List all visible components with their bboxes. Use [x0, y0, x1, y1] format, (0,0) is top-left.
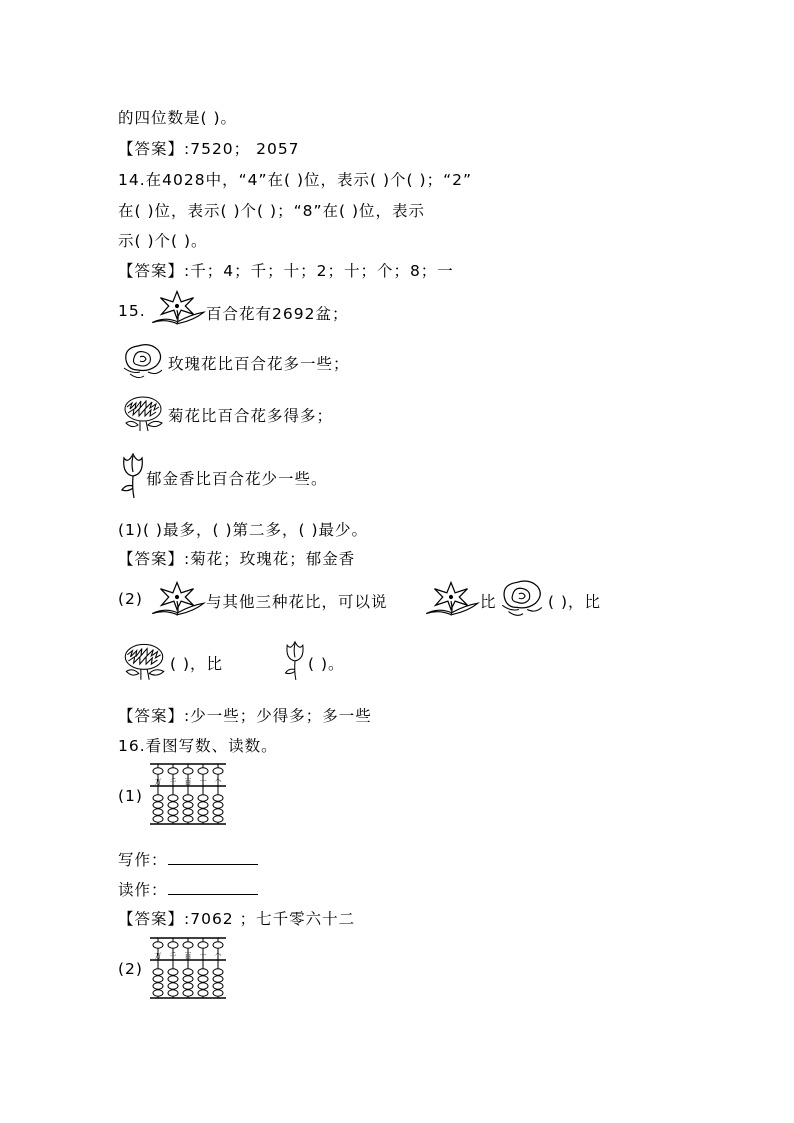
abacus-lower-bead	[183, 809, 193, 815]
abacus-lower-bead	[198, 816, 208, 822]
question-14-line-1: 14.在4028中，“4”在( )位，表示( )个( )；“2”	[118, 171, 473, 189]
abacus-lower-bead	[198, 969, 208, 975]
abacus-place-label: 十	[199, 778, 207, 786]
abacus-place-label: 十	[199, 952, 207, 960]
abacus-upper-bead	[183, 768, 193, 774]
abacus-lower-bead	[198, 795, 208, 801]
abacus-lower-bead	[183, 983, 193, 989]
question-15-2-label: (2)	[118, 590, 143, 608]
rose-icon	[118, 340, 168, 380]
abacus-place-label: 万	[154, 778, 162, 786]
abacus-lower-bead	[198, 809, 208, 815]
write-label	[118, 848, 258, 870]
abacus-upper-bead	[168, 768, 178, 774]
abacus-upper-bead	[213, 768, 223, 774]
read-label-text: 读作：	[118, 881, 168, 899]
abacus-lower-bead	[213, 969, 223, 975]
abacus-lower-bead	[168, 969, 178, 975]
abacus-lower-bead	[153, 809, 163, 815]
abacus-upper-bead	[153, 942, 163, 948]
abacus-lower-bead	[213, 976, 223, 982]
abacus-lower-bead	[183, 990, 193, 996]
abacus-lower-bead	[198, 802, 208, 808]
abacus-lower-bead	[213, 983, 223, 989]
abacus-lower-bead	[168, 816, 178, 822]
abacus-upper-bead	[153, 768, 163, 774]
question-15-2-text: 与其他三种花比，可以说	[206, 593, 388, 611]
lily-icon	[420, 575, 482, 619]
abacus-lower-bead	[183, 816, 193, 822]
compare-word: 比	[480, 593, 497, 611]
abacus-lower-bead	[213, 816, 223, 822]
abacus-lower-bead	[153, 969, 163, 975]
abacus-lower-bead	[153, 990, 163, 996]
abacus-upper-bead	[213, 942, 223, 948]
abacus-1	[148, 760, 228, 826]
abacus-2-label: (2)	[118, 960, 143, 978]
lily-icon	[146, 286, 208, 326]
abacus-lower-bead	[168, 976, 178, 982]
blank-text: ( )，比	[170, 655, 224, 673]
abacus-place-label: 百	[184, 778, 192, 786]
read-label	[118, 878, 258, 900]
lily-text: 百合花有2692盆；	[206, 305, 349, 323]
abacus-lower-bead	[213, 809, 223, 815]
abacus-2	[148, 934, 228, 1000]
answer-line: 【答案】:菊花；玫瑰花；郁金香	[118, 550, 356, 568]
tulip-icon	[282, 636, 308, 684]
abacus-lower-bead	[183, 795, 193, 801]
answer-line: 【答案】:千；4；千；十；2；十；个；8；一	[118, 262, 454, 280]
abacus-lower-bead	[168, 983, 178, 989]
blank-text: ( )，比	[548, 593, 602, 611]
write-label-text: 写作：	[118, 851, 168, 869]
rose-icon	[496, 576, 548, 618]
question-14-line-2: 在( )位，表示( )个( )；“8”在( )位，表示	[118, 202, 426, 220]
abacus-lower-bead	[168, 802, 178, 808]
abacus-lower-bead	[198, 983, 208, 989]
abacus-lower-bead	[213, 990, 223, 996]
abacus-1-label: (1)	[118, 787, 143, 805]
abacus-lower-bead	[213, 802, 223, 808]
tulip-icon	[118, 450, 148, 500]
question-15-number: 15.	[118, 302, 146, 320]
abacus-upper-bead	[198, 942, 208, 948]
question-16-title: 16.看图写数、读数。	[118, 737, 278, 755]
abacus-upper-bead	[198, 768, 208, 774]
abacus-lower-bead	[168, 809, 178, 815]
abacus-place-label: 万	[154, 952, 162, 960]
rose-text: 玫瑰花比百合花多一些；	[168, 355, 350, 373]
abacus-upper-bead	[183, 942, 193, 948]
chrysanthemum-icon	[118, 392, 168, 434]
abacus-lower-bead	[168, 795, 178, 801]
answer-line: 【答案】:7520； 2057	[118, 140, 300, 158]
abacus-lower-bead	[198, 976, 208, 982]
abacus-lower-bead	[168, 990, 178, 996]
abacus-lower-bead	[153, 795, 163, 801]
question-15-1: (1)( )最多，( )第二多，( )最少。	[118, 521, 369, 539]
abacus-lower-bead	[153, 976, 163, 982]
write-answer-blank[interactable]	[168, 850, 258, 865]
question-14-line-3: 示( )个( )。	[118, 232, 208, 250]
answer-line: 【答案】:7062 ；七千零六十二	[118, 910, 356, 928]
abacus-place-label: 千	[169, 778, 177, 786]
abacus-lower-bead	[153, 983, 163, 989]
chrysanthemum-icon	[118, 640, 170, 682]
abacus-lower-bead	[183, 976, 193, 982]
chrysanthemum-text: 菊花比百合花多得多；	[168, 407, 334, 425]
abacus-lower-bead	[198, 990, 208, 996]
abacus-place-label: 个	[214, 952, 222, 960]
abacus-lower-bead	[213, 795, 223, 801]
answer-line: 【答案】:少一些；少得多；多一些	[118, 707, 372, 725]
abacus-lower-bead	[183, 969, 193, 975]
abacus-upper-bead	[168, 942, 178, 948]
abacus-place-label: 千	[169, 952, 177, 960]
abacus-lower-bead	[153, 816, 163, 822]
tulip-text: 郁金香比百合花少一些。	[146, 470, 328, 488]
abacus-place-label: 个	[214, 778, 222, 786]
abacus-place-label: 百	[184, 952, 192, 960]
abacus-lower-bead	[183, 802, 193, 808]
text-line: 的四位数是( )。	[118, 109, 238, 127]
blank-text: ( )。	[308, 655, 345, 673]
abacus-lower-bead	[153, 802, 163, 808]
lily-icon	[146, 575, 208, 619]
read-answer-blank[interactable]	[168, 880, 258, 895]
